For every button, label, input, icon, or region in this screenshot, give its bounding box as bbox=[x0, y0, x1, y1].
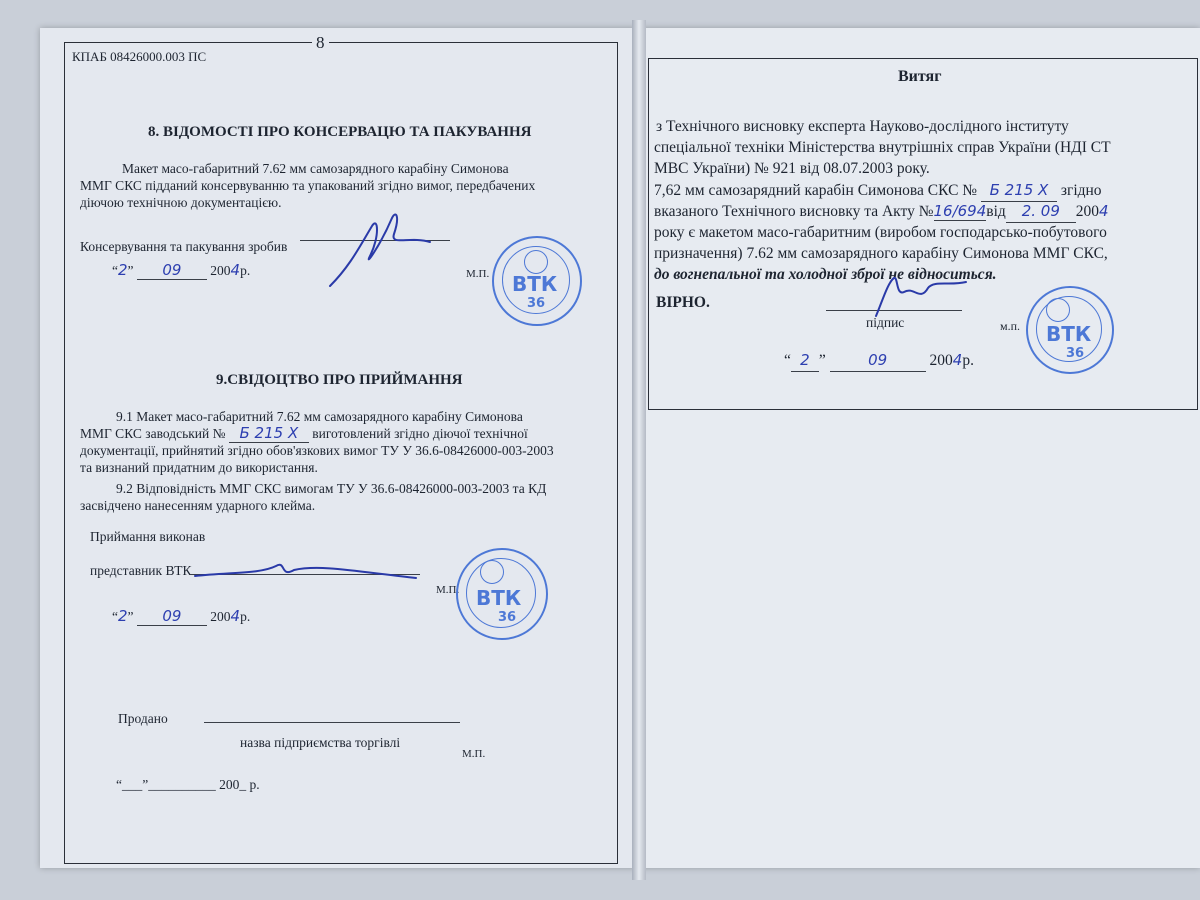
stamp-place-label: м.п. bbox=[1000, 319, 1021, 333]
handwritten-year-digit: 4 bbox=[230, 607, 241, 625]
acceptance-date: “2” 09 2004р. bbox=[112, 607, 251, 625]
extract-text: з Технічного висновку експерта Науково-дослідного інституту bbox=[656, 118, 1069, 135]
handwritten-act-date: 2. 09 bbox=[1006, 201, 1076, 223]
handwritten-signature bbox=[190, 552, 420, 592]
handwritten-month: 09 bbox=[830, 350, 926, 372]
section-9-text: та визнаний придатним до використання. bbox=[80, 460, 318, 475]
signature-caption: підпис bbox=[866, 315, 905, 330]
handwritten-day: 2 bbox=[791, 350, 819, 372]
page-number: 8 bbox=[312, 34, 329, 51]
extract-title: Витяг bbox=[898, 68, 942, 85]
extract-text: МВС України) № 921 від 08.07.2003 року. bbox=[654, 160, 930, 177]
document-code: КПАБ 08426000.003 ПС bbox=[72, 48, 210, 65]
handwritten-year-digit: 4 bbox=[230, 261, 241, 279]
stamp-place-label: М.П. bbox=[466, 268, 490, 280]
store-name-caption: назва підприємства торгівлі bbox=[240, 735, 401, 750]
handwritten-serial-number: Б 215 Х bbox=[981, 180, 1057, 202]
extract-date: “ 2 ” 09 2004р. bbox=[784, 350, 974, 372]
book-spine bbox=[632, 20, 646, 880]
verified-label: ВІРНО. bbox=[656, 294, 710, 311]
extract-conclusion: до вогнепальної та холодної зброї не відноситься. bbox=[654, 266, 997, 283]
section-8-text: Макет масо-габаритний 7.62 мм самозарядного карабіну Симонова bbox=[122, 161, 509, 176]
section-9-heading: 9.СВІДОЦТВО ПРО ПРИЙМАННЯ bbox=[216, 372, 463, 388]
section-9-text: документації, прийнятий згідно обов'язкових вимог ТУ У 36.6-08426000-003-2003 bbox=[80, 443, 554, 458]
sale-date: “___”__________ 200_ р. bbox=[116, 777, 260, 792]
handwritten-signature bbox=[320, 206, 440, 296]
stamp-place-label: М.П. bbox=[436, 584, 460, 596]
stamp-place-label: М.П. bbox=[462, 748, 486, 760]
packed-by-label: Консервування та пакування зробив bbox=[80, 239, 288, 254]
section-9-text: 9.1 Макет масо-габаритний 7.62 мм самозарядного карабіну Симонова bbox=[116, 409, 523, 424]
section-9-text: засвідчено нанесенням ударного клейма. bbox=[80, 498, 316, 513]
handwritten-serial-number: Б 215 Х bbox=[229, 425, 309, 443]
sold-label: Продано bbox=[118, 711, 168, 726]
handwritten-month: 09 bbox=[137, 262, 207, 280]
section-8-heading: 8. ВІДОМОСТІ ПРО КОНСЕРВАЦЮ ТА ПАКУВАННЯ bbox=[148, 124, 532, 140]
handwritten-day: 2 bbox=[118, 607, 128, 625]
store-name-line bbox=[204, 722, 460, 723]
extract-text: року є макетом масо-габаритним (виробом господарсько-побутового bbox=[654, 224, 1107, 241]
otk-stamp: ВТК 36 bbox=[492, 236, 582, 326]
handwritten-act-number: 16/694 bbox=[933, 202, 987, 220]
packing-date: “2” 09 2004р. bbox=[112, 261, 251, 279]
section-9-text: 9.2 Відповідність ММГ СКС вимогам ТУ У 36.6-08426000-003-2003 та КД bbox=[116, 481, 547, 496]
handwritten-day: 2 bbox=[118, 261, 128, 279]
otk-stamp: ВТК 36 bbox=[456, 548, 548, 640]
accepted-by-label: Приймання виконав bbox=[90, 529, 206, 544]
otk-representative-label: представник ВТК bbox=[90, 563, 192, 578]
extract-text: вказаного Технічного висновку та Акту №16/694від 2. 09 2004 bbox=[654, 201, 1109, 223]
extract-text: призначення) 7.62 мм самозарядного карабіну Симонова ММГ СКС, bbox=[654, 245, 1108, 262]
section-9-text: ММГ СКС заводський № Б 215 Х виготовлений згідно діючої технічної bbox=[80, 424, 528, 442]
section-8-text: ММГ СКС підданий консервуванню та упакований згідно вимог, передбачених bbox=[80, 178, 536, 193]
handwritten-month: 09 bbox=[137, 608, 207, 626]
extract-text: 7,62 мм самозарядний карабін Симонова СКС № Б 215 Х згідно bbox=[654, 180, 1102, 202]
otk-stamp: ВТК 36 bbox=[1026, 286, 1114, 374]
extract-text: спеціальної техніки Міністерства внутрішніх справ України (НДІ СТ bbox=[654, 139, 1111, 156]
handwritten-year-digit: 4 bbox=[952, 351, 963, 369]
section-8-text: діючою технічною документацією. bbox=[80, 195, 282, 210]
handwritten-year-digit: 4 bbox=[1099, 202, 1109, 220]
